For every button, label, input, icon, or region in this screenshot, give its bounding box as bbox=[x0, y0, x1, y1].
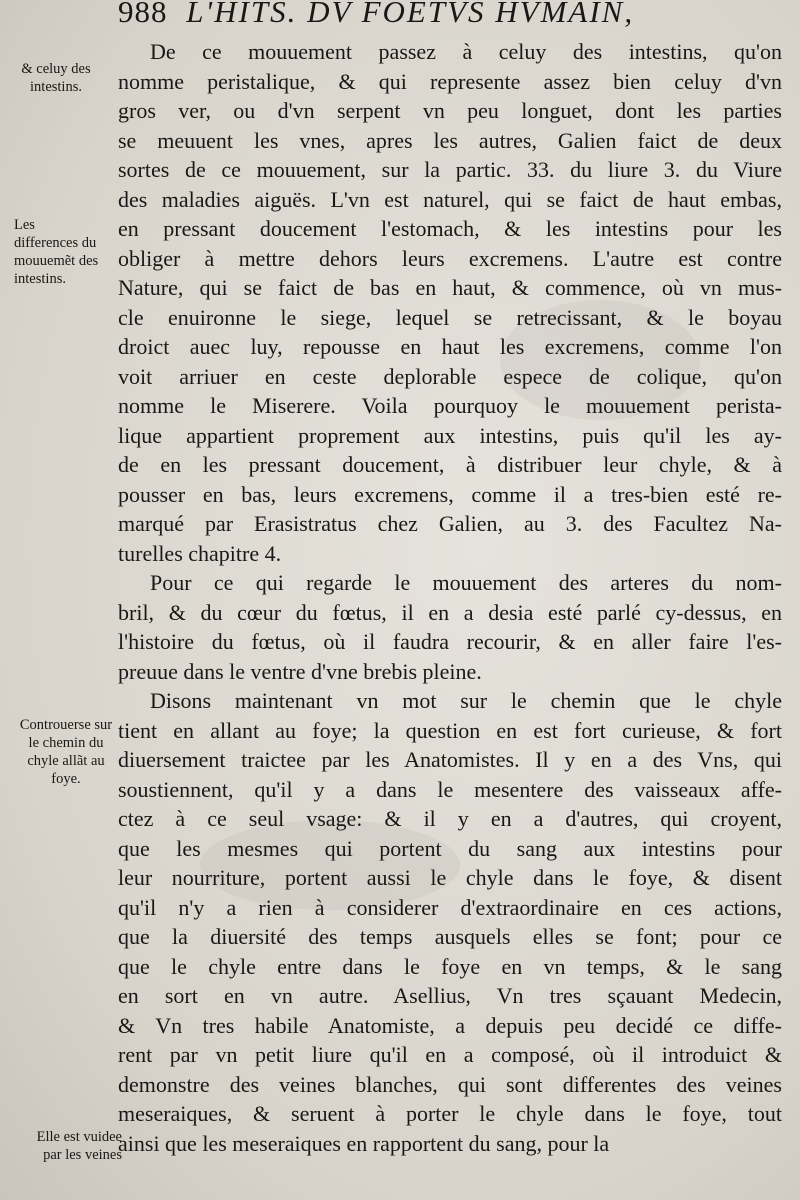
text-line: ctez à ce seul vsage: & il y en a d'autres, qui croyent, bbox=[118, 806, 782, 831]
text-line: lique appartient proprement aux intestins, puis qu'il les ay- bbox=[118, 422, 782, 448]
margin-note: & celuy des intestins. bbox=[21, 61, 91, 95]
text-line: des maladies aiguës. L'vn est naturel, qui se faict de haut embas, bbox=[118, 186, 782, 212]
text-line: Disons maintenant vn mot sur le chemin que le chyle bbox=[150, 688, 782, 713]
text-line: ainsi que les meseraiques en rapportent du sang, pour la bbox=[118, 1130, 610, 1156]
text-line: de en les pressant doucement, à distribuer leur chyle, & à bbox=[118, 452, 782, 477]
text-line: qu'il n'y a rien à considerer d'extraordinaire en ces actions, bbox=[118, 894, 782, 920]
text-line: nomme peristalique, & qui represente assez bien celuy d'vn bbox=[118, 68, 782, 94]
text-line: rent par vn petit liure qu'il en a composé, où il introduict & bbox=[118, 1042, 782, 1067]
text-line: De ce mouuement passez à celuy des intestins, qu'on bbox=[150, 39, 782, 64]
text-line: turelles chapitre 4. bbox=[118, 540, 282, 566]
text-line: obliger à mettre dehors leurs excremens. L'autre est contre bbox=[118, 245, 782, 271]
text-line: que le chyle entre dans le foye en vn temps, & le sang bbox=[118, 953, 782, 979]
text-line: meseraiques, & seruent à porter le chyle dans le foye, tout bbox=[118, 1101, 782, 1126]
text-line: demonstre des veines blanches, qui sont differentes des veines bbox=[118, 1071, 782, 1097]
text-line: bril, & du cœur du fœtus, il en a desia esté parlé cy-dessus, en bbox=[118, 599, 782, 625]
text-line: en pressant doucement l'estomach, & les intestins pour les bbox=[118, 216, 782, 241]
text-line: & Vn tres habile Anatomiste, a depuis peu decidé ce diffe- bbox=[118, 1012, 782, 1038]
text-line: leur nourriture, portent aussi le chyle dans le foye, & disent bbox=[118, 865, 782, 890]
text-line: gros ver, ou d'vn serpent vn peu longuet, dont les parties bbox=[118, 98, 782, 123]
margin-note: Controuerse sur le chemin du chyle allãt au foye. bbox=[19, 717, 113, 787]
text-line: l'histoire du fœtus, où il faudra recourir, & en aller faire l'es- bbox=[118, 629, 782, 654]
margin-note: Les differences du mouuemẽt des intestins. bbox=[14, 217, 99, 287]
text-line: tient en allant au foye; la question en est fort curieuse, & fort bbox=[118, 717, 782, 743]
text-line: marqué par Erasistratus chez Galien, au 3. des Facultez Na- bbox=[118, 511, 782, 536]
text-line: diuersement traictee par les Anatomistes. Il y en a des Vns, qui bbox=[118, 747, 782, 772]
text-line: cle enuironne le siege, lequel se retrecissant, & le boyau bbox=[118, 304, 782, 330]
text-line: voit arriuer en ceste deplorable espece de colique, qu'on bbox=[118, 363, 782, 389]
text-line: que la diuersité des temps ausquels elles se font; pour ce bbox=[118, 924, 782, 949]
running-title: L'HITS. DV FOETVS HVMAIN, bbox=[186, 0, 635, 29]
text-line: preuue dans le ventre d'vne brebis pleine. bbox=[118, 658, 482, 684]
text-line: droict auec luy, repousse en haut les excremens, comme l'on bbox=[118, 334, 782, 359]
text-line: Pour ce qui regarde le mouuement des arteres du nom- bbox=[150, 570, 782, 595]
text-line: en sort en vn autre. Asellius, Vn tres sçauant Medecin, bbox=[118, 983, 782, 1008]
page-number: 988 bbox=[118, 0, 168, 29]
text-line: que les mesmes qui portent du sang aux intestins pour bbox=[118, 835, 782, 861]
text-line: nomme le Miserere. Voila pourquoy le mouuement perista- bbox=[118, 393, 782, 418]
text-line: se meuuent les vnes, apres les autres, Galien faict de deux bbox=[118, 127, 782, 153]
running-header bbox=[118, 0, 798, 34]
text-line: Nature, qui se faict de bas en haut, & commence, où vn mus- bbox=[118, 275, 782, 300]
text-line: soustiennent, qu'il y a dans le mesentere des vaisseaux affe- bbox=[118, 776, 782, 802]
text-line: pousser en bas, leurs excremens, comme il a tres-bien esté re- bbox=[118, 481, 782, 507]
text-line: sortes de ce mouuement, sur la partic. 33. du liure 3. du Viure bbox=[118, 157, 782, 182]
margin-note: Elle est vuidee par les veines bbox=[36, 1129, 122, 1163]
